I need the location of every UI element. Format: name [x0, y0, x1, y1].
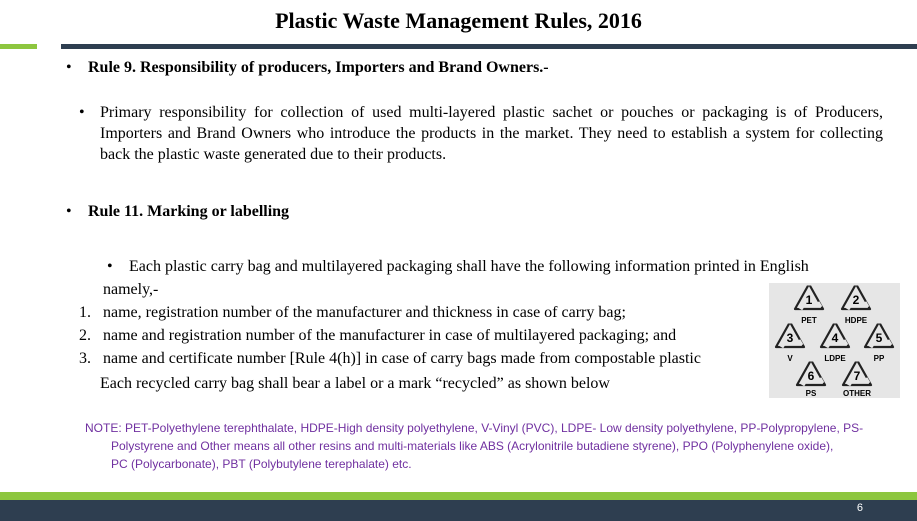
- svg-text:6: 6: [807, 369, 815, 383]
- title-underline-bar: [61, 44, 917, 49]
- note-line-2: Polystyrene and Other means all other resins and multi-materials like ABS (Acrylonitrile butadiene styrene), PPO (Polyphenylene oxide),: [111, 439, 834, 453]
- bullet-icon: •: [107, 258, 113, 275]
- svg-text:PP: PP: [873, 354, 885, 363]
- recycle-symbol-7-icon: [843, 360, 871, 398]
- recycle-symbol-4-icon: [821, 322, 849, 363]
- recycling-symbols-image: [769, 283, 900, 398]
- rule9-heading: Rule 9. Responsibility of producers, Importers and Brand Owners.-: [88, 59, 549, 76]
- list-item-number: 3.: [79, 350, 91, 367]
- rule11-heading: Rule 11. Marking or labelling: [88, 203, 290, 220]
- footer-bar: [0, 500, 917, 521]
- svg-text:HDPE: HDPE: [844, 316, 868, 325]
- bullet-icon: •: [66, 203, 72, 220]
- recycling-symbols-graphic: [769, 283, 900, 398]
- recycle-symbol-2-icon: [842, 284, 870, 325]
- recycled-label-text: Each recycled carry bag shall bear a label or a mark “recycled” as shown below: [100, 375, 610, 392]
- recycle-symbol-3-icon: [776, 322, 804, 363]
- rule11-intro-line1: Each plastic carry bag and multilayered packaging shall have the following information printed in English: [129, 258, 809, 275]
- note-line-1: NOTE: PET-Polyethylene terephthalate, HDPE-High density polyethylene, V-Vinyl (PVC), LDPE- Low density polyethylene, PP-Polypropylene, PS-: [85, 421, 864, 435]
- recycle-symbol-5-icon: [865, 322, 893, 363]
- list-item-text: name and certificate number [Rule 4(h)] in case of carry bags made from compostable plastic: [103, 350, 701, 367]
- list-item-text: name and registration number of the manufacturer in case of multilayered packaging; and: [103, 327, 677, 344]
- bullet-icon: •: [79, 104, 85, 121]
- accent-bar-left: [0, 44, 37, 49]
- list-item-number: 2.: [79, 327, 91, 344]
- list-item: [79, 302, 626, 323]
- svg-text:4: 4: [831, 331, 839, 345]
- list-item: [79, 325, 676, 346]
- list-item-number: 1.: [79, 304, 91, 321]
- list-item-text: name, registration number of the manufacturer and thickness in case of carry bag;: [103, 304, 626, 321]
- svg-text:2: 2: [852, 293, 860, 307]
- svg-text:PS: PS: [805, 389, 817, 398]
- svg-text:PET: PET: [801, 316, 817, 325]
- recycle-symbol-6-icon: [797, 360, 825, 398]
- list-item: [79, 348, 701, 369]
- svg-text:V: V: [787, 354, 793, 363]
- footer-accent-bar: [0, 492, 917, 500]
- svg-text:OTHER: OTHER: [843, 389, 871, 398]
- recycle-symbol-1-icon: [795, 284, 823, 325]
- svg-text:3: 3: [786, 331, 794, 345]
- rule9-text: Primary responsibility for collection of used multi-layered plastic sachet or pouches or packaging is of Producers, Importers and Brand Owners who introduce the products in the market. They need to establish a system for collecting back the plastic waste generated due to their products.: [100, 104, 883, 163]
- svg-text:1: 1: [805, 293, 813, 307]
- page-title: Plastic Waste Management Rules, 2016: [275, 8, 642, 33]
- note-line-3: PC (Polycarbonate), PBT (Polybutylene terephalate) etc.: [111, 457, 412, 471]
- bullet-icon: •: [66, 59, 72, 76]
- page-number: 6: [856, 502, 863, 514]
- abbreviations-note: [85, 419, 885, 473]
- rule11-intro-line2: namely,-: [103, 281, 159, 298]
- svg-text:LDPE: LDPE: [824, 354, 846, 363]
- svg-text:7: 7: [853, 369, 861, 383]
- svg-text:5: 5: [875, 331, 883, 345]
